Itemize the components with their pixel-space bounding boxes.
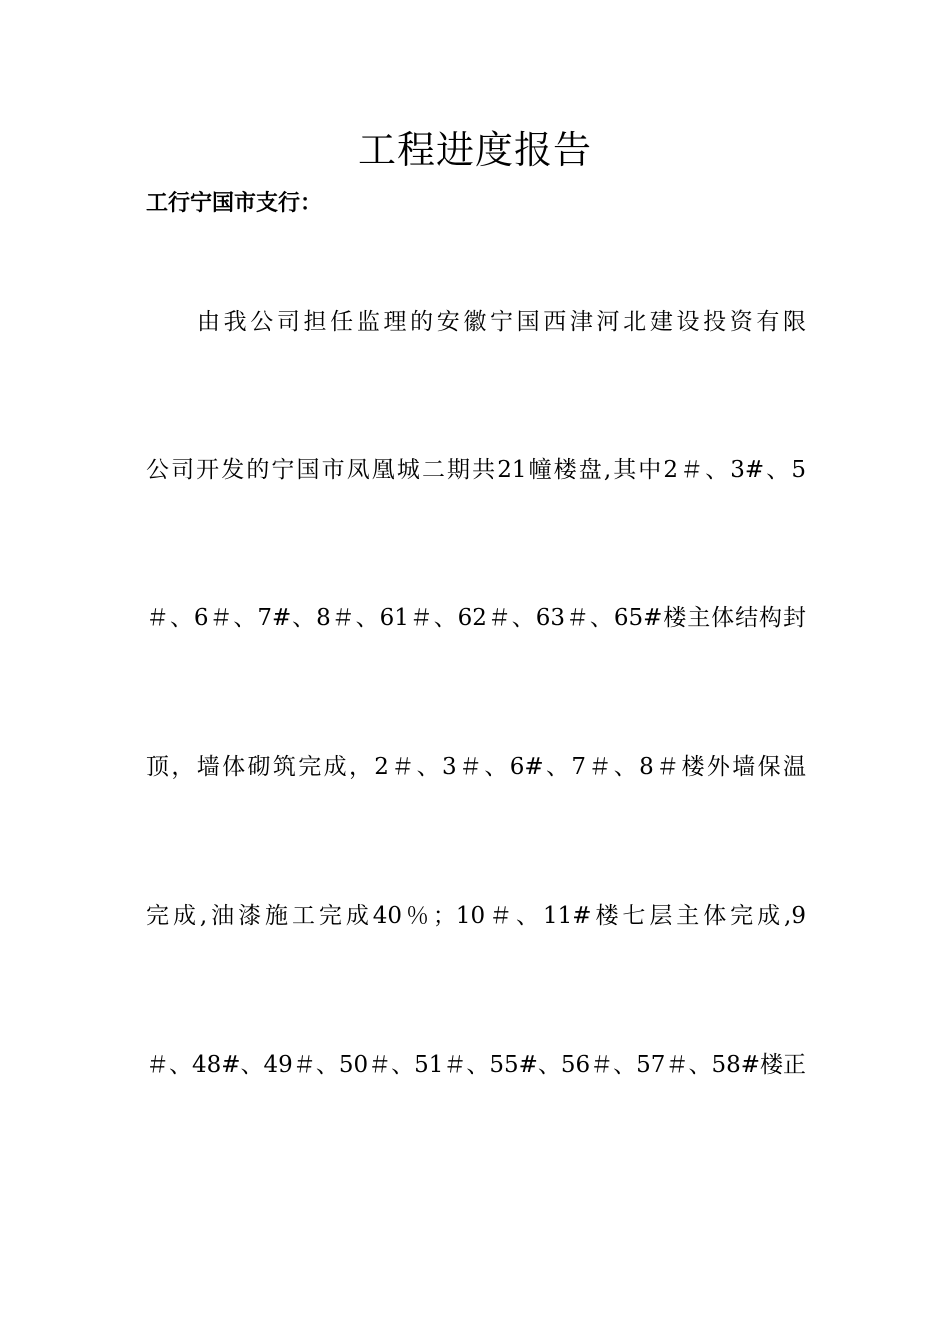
body-line: ＃、48#、49＃、50＃、51＃、55#、56＃、57＃、58#楼正	[146, 1052, 806, 1078]
body-line: 由我公司担任监理的安徽宁国西津河北建设投资有限	[197, 309, 806, 335]
document-title: 工程进度报告	[357, 128, 592, 172]
body-line: ＃、6＃、7#、8＃、61＃、62＃、63＃、65#楼主体结构封	[146, 605, 806, 631]
body-line: 公司开发的宁国市凤凰城二期共21幢楼盘,其中2＃、3#、5	[146, 457, 806, 483]
body-line: 顶，墙体砌筑完成，2＃、3＃、6#、7＃、8＃楼外墙保温	[146, 754, 806, 780]
body-line: 完成,油漆施工完成40％；10＃、11#楼七层主体完成,9	[146, 903, 806, 929]
addressee: 工行宁国市支行：	[146, 191, 323, 216]
